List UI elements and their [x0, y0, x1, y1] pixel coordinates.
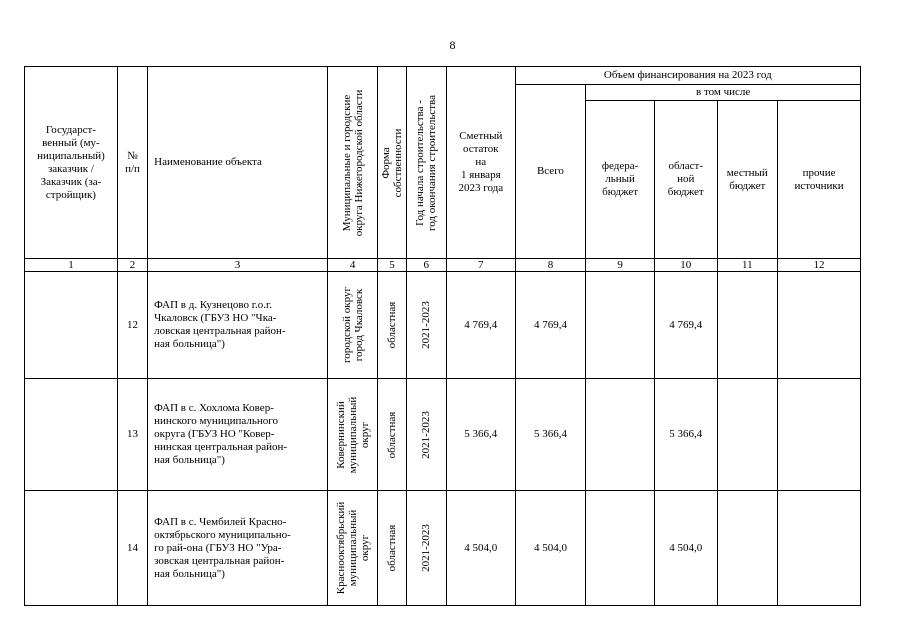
cell-ownership [378, 379, 406, 491]
table-row [25, 379, 861, 491]
col-number-11: 11 [717, 259, 778, 272]
cell-other [778, 491, 861, 606]
header-number-text: № п/п [125, 149, 140, 175]
header-other-text: прочие источники [794, 166, 844, 192]
header-ownership [378, 67, 406, 259]
cell-customer [25, 272, 118, 379]
header-object-name-text: Наименование объекта [154, 156, 262, 168]
header-including-text: в том числе [696, 86, 751, 98]
cell-number: 13 [117, 379, 147, 491]
header-funding-title-text: Объем финансирования на 2023 год [603, 69, 772, 81]
header-remainder [446, 67, 515, 259]
cell-district [327, 272, 377, 379]
col-number-10: 10 [654, 259, 717, 272]
cell-remainder: 5 366,4 [446, 379, 515, 491]
header-local-text: местный бюджет [726, 166, 768, 192]
cell-total: 5 366,4 [515, 379, 586, 491]
cell-total: 4 769,4 [515, 272, 586, 379]
cell-federal [586, 272, 655, 379]
table-row [25, 272, 861, 379]
cell-regional: 4 504,0 [654, 491, 717, 606]
cell-object-name [148, 272, 328, 379]
header-federal-text: федера- льный бюджет [601, 160, 639, 198]
cell-years [406, 491, 446, 606]
header-remainder-text: Сметный остаток на 1 января 2023 года [458, 130, 504, 194]
col-number-5: 5 [378, 259, 406, 272]
cell-ownership-text: областная [385, 411, 398, 458]
header-ownership-text: Форма собственности [379, 128, 404, 197]
cell-district [327, 379, 377, 491]
cell-years-text: 2021-2023 [420, 410, 433, 459]
header-object-name [148, 67, 328, 259]
header-total [515, 85, 586, 259]
cell-other [778, 272, 861, 379]
cell-number: 14 [117, 491, 147, 606]
table-row [25, 491, 861, 606]
cell-ownership-text: областная [385, 301, 398, 349]
cell-object-name-text: ФАП в с. Хохлома Ковер- нинского муниципального округа (ГБУЗ НО "Ковер- нинская центральная район- ная больница") [154, 402, 288, 466]
cell-customer [25, 379, 118, 491]
header-district [327, 67, 377, 259]
cell-object-name-text: ФАП в с. Чембилей Красно- октябрьского муниципально- го рай-она (ГБУЗ НО "Ура- зовская центральная район- ная больница") [154, 515, 291, 580]
col-number-3: 3 [148, 259, 328, 272]
header-total-text: Всего [536, 165, 564, 177]
cell-federal [586, 379, 655, 491]
header-district-text: Муниципальные и городские округа Нижегородской области [340, 89, 365, 236]
col-number-7: 7 [446, 259, 515, 272]
cell-object-name [148, 491, 328, 606]
cell-ownership [378, 491, 406, 606]
cell-local [717, 272, 778, 379]
cell-remainder: 4 504,0 [446, 491, 515, 606]
cell-other [778, 379, 861, 491]
cell-remainder: 4 769,4 [446, 272, 515, 379]
header-years [406, 67, 446, 259]
header-regional-text: област- ной бюджет [667, 160, 704, 198]
header-local [717, 101, 778, 259]
header-federal [586, 101, 655, 259]
cell-years [406, 379, 446, 491]
col-number-1: 1 [25, 259, 118, 272]
financing-table [24, 66, 861, 606]
cell-customer [25, 491, 118, 606]
cell-local [717, 491, 778, 606]
cell-district-text: Краснооктябрьский муниципальный округ [334, 501, 371, 595]
cell-ownership [378, 272, 406, 379]
col-number-12: 12 [778, 259, 861, 272]
cell-ownership-text: областная [385, 524, 398, 572]
cell-local [717, 379, 778, 491]
cell-district-text: городской округ город Чкаловск [340, 286, 365, 364]
col-number-9: 9 [586, 259, 655, 272]
header-funding-title [515, 67, 860, 85]
col-number-4: 4 [327, 259, 377, 272]
cell-district [327, 491, 377, 606]
cell-years-text: 2021-2023 [420, 524, 433, 572]
header-number [117, 67, 147, 259]
header-customer [25, 67, 118, 259]
header-other [778, 101, 861, 259]
col-number-2: 2 [117, 259, 147, 272]
cell-total: 4 504,0 [515, 491, 586, 606]
cell-federal [586, 491, 655, 606]
cell-object-name-text: ФАП в д. Кузнецово г.о.г. Чкаловск (ГБУЗ НО "Чка- ловская центральная район- ная больница") [154, 299, 286, 350]
cell-number: 12 [117, 272, 147, 379]
cell-years-text: 2021-2023 [420, 301, 433, 349]
page-number: 8 [449, 38, 456, 52]
cell-district-text: Ковернинский муниципальный округ [334, 396, 371, 473]
col-number-6: 6 [406, 259, 446, 272]
header-regional [654, 101, 717, 259]
cell-regional: 4 769,4 [654, 272, 717, 379]
cell-object-name [148, 379, 328, 491]
col-number-8: 8 [515, 259, 586, 272]
cell-years [406, 272, 446, 379]
header-years-text: Год начала строительства - год окончания строительства [414, 94, 439, 231]
cell-regional: 5 366,4 [654, 379, 717, 491]
header-including [586, 85, 861, 101]
header-customer-text: Государст- венный (му- ниципальный) заказчик / Заказчик (за- стройщик) [37, 123, 105, 201]
